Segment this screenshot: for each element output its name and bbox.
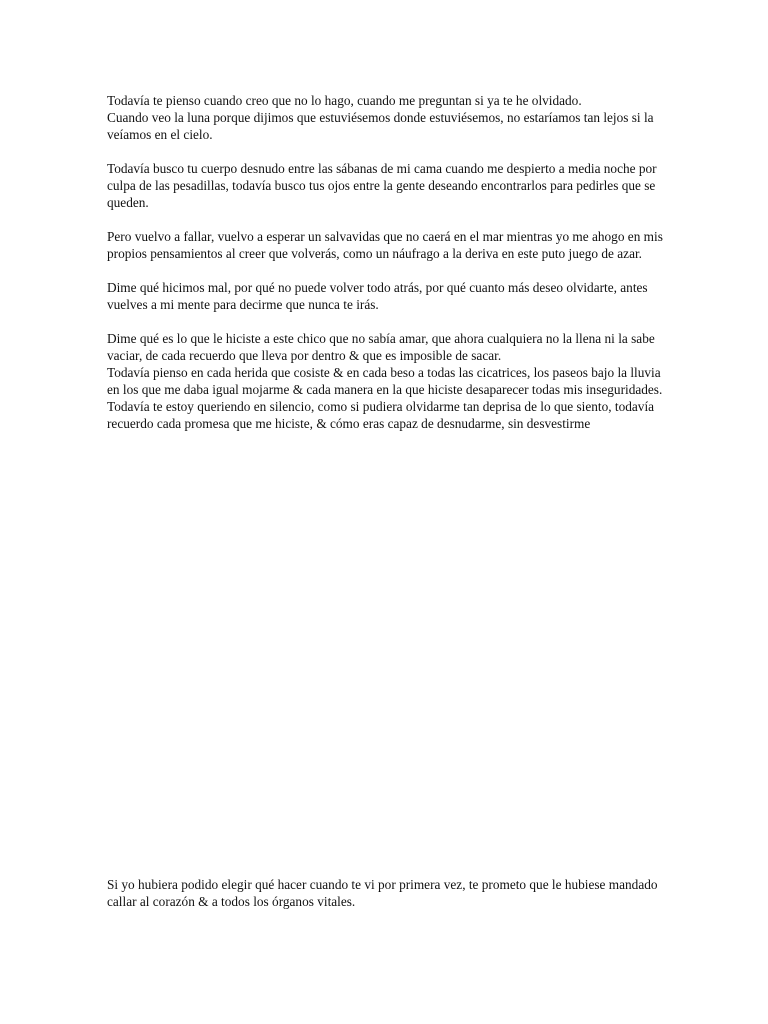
footer-text-block — [107, 876, 667, 910]
paragraph-4: Pero vuelvo a fallar, vuelvo a esperar un salvavidas que no caerá en el mar mientras yo me ahogo en mis propios pensamientos al creer que volverás, como un náufrago a la deriva en este puto juego de azar. — [107, 229, 663, 261]
main-text-block — [107, 92, 667, 432]
paragraph-5: Dime qué hicimos mal, por qué no puede volver todo atrás, por qué cuanto más deseo olvidarte, antes vuelves a mi mente para decirme que nunca te irás. — [107, 280, 648, 312]
paragraph-1: Todavía te pienso cuando creo que no lo hago, cuando me preguntan si ya te he olvidado. — [107, 93, 582, 108]
paragraph-3: Todavía busco tu cuerpo desnudo entre las sábanas de mi cama cuando me despierto a media noche por culpa de las pesadillas, todavía busco tus ojos entre la gente deseando encontrarlos para pedirles que se queden. — [107, 161, 657, 210]
paragraph-8: Todavía te estoy queriendo en silencio, como si pudiera olvidarme tan deprisa de lo que siento, todavía recuerdo cada promesa que me hiciste, & cómo eras capaz de desnudarme, sin desvestirme — [107, 399, 655, 431]
footer-paragraph: Si yo hubiera podido elegir qué hacer cuando te vi por primera vez, te prometo que le hubiese mandado callar al corazón & a todos los órganos vitales. — [107, 877, 658, 909]
paragraph-7: Todavía pienso en cada herida que cosiste & en cada beso a todas las cicatrices, los paseos bajo la lluvia en los que me daba igual mojarme & cada manera en la que hiciste desaparecer todas mis inseguridades. — [107, 365, 663, 397]
paragraph-6: Dime qué es lo que le hiciste a este chico que no sabía amar, que ahora cualquiera no la llena ni la sabe vaciar, de cada recuerdo que lleva por dentro & que es imposible de sacar. — [107, 331, 655, 363]
paragraph-2: Cuando veo la luna porque dijimos que estuviésemos donde estuviésemos, no estaríamos tan lejos si la veíamos en el cielo. — [107, 110, 654, 142]
